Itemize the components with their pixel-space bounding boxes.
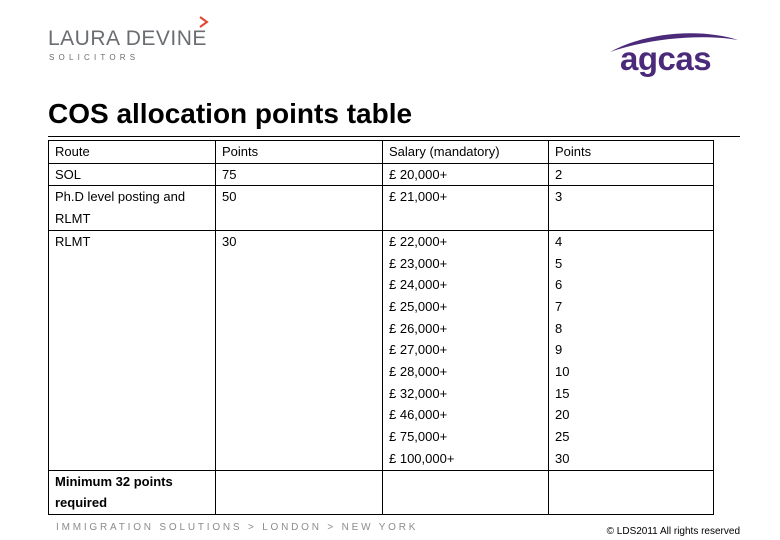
- agcas-logo: [606, 30, 742, 82]
- logo-subtitle: SOLICITORS: [49, 53, 140, 62]
- table-row: [49, 253, 714, 275]
- table-row: [49, 426, 714, 448]
- salary-points-cell: 10: [549, 361, 714, 383]
- empty-cell: [49, 253, 216, 275]
- salary-points-cell: 2: [549, 163, 714, 186]
- header-points: Points: [216, 141, 383, 164]
- empty-cell: [49, 404, 216, 426]
- salary-cell: £ 32,000+: [383, 383, 549, 405]
- empty-cell: [216, 448, 383, 470]
- empty-cell: [216, 274, 383, 296]
- route-cell: RLMT: [49, 230, 216, 252]
- salary-cell: £ 20,000+: [383, 163, 549, 186]
- copyright-notice: © LDS2011 All rights reserved: [606, 526, 740, 537]
- salary-points-cell: 9: [549, 339, 714, 361]
- page-title: COS allocation points table: [48, 98, 413, 129]
- points-table: [48, 140, 714, 515]
- salary-points-cell: 4: [549, 230, 714, 252]
- table-row: [49, 448, 714, 470]
- salary-points-cell: 20: [549, 404, 714, 426]
- empty-cell: [49, 339, 216, 361]
- agcas-wordmark: agcas: [620, 40, 712, 77]
- table-row: [49, 296, 714, 318]
- empty-cell: [49, 361, 216, 383]
- salary-cell: £ 23,000+: [383, 253, 549, 275]
- salary-points-cell: 5: [549, 253, 714, 275]
- salary-cell: £ 100,000+: [383, 448, 549, 470]
- empty-cell: [216, 318, 383, 340]
- table-footer-row: [49, 470, 714, 514]
- salary-cell: £ 21,000+: [383, 186, 549, 230]
- salary-points-cell: 15: [549, 383, 714, 405]
- empty-cell: [216, 470, 383, 514]
- salary-cell: £ 28,000+: [383, 361, 549, 383]
- salary-cell: £ 24,000+: [383, 274, 549, 296]
- table-row: [49, 230, 714, 252]
- route-points-cell: 30: [216, 230, 383, 252]
- salary-cell: £ 22,000+: [383, 230, 549, 252]
- empty-cell: [383, 470, 549, 514]
- empty-cell: [216, 253, 383, 275]
- table-row: [49, 163, 714, 186]
- empty-cell: [49, 426, 216, 448]
- salary-points-cell: 3: [549, 186, 714, 230]
- salary-cell: £ 27,000+: [383, 339, 549, 361]
- empty-cell: [216, 426, 383, 448]
- minimum-points-note: Minimum 32 points required: [49, 470, 216, 514]
- empty-cell: [49, 296, 216, 318]
- logo-name: LAURA DEVINE: [48, 27, 207, 50]
- salary-points-cell: 30: [549, 448, 714, 470]
- table-row: [49, 383, 714, 405]
- empty-cell: [549, 470, 714, 514]
- header-route: Route: [49, 141, 216, 164]
- salary-cell: £ 75,000+: [383, 426, 549, 448]
- empty-cell: [216, 296, 383, 318]
- footer-tagline: IMMIGRATION SOLUTIONS > LONDON > NEW YORK: [56, 522, 419, 533]
- empty-cell: [216, 361, 383, 383]
- empty-cell: [49, 448, 216, 470]
- table-row: [49, 318, 714, 340]
- empty-cell: [49, 318, 216, 340]
- table-row: [49, 339, 714, 361]
- salary-cell: £ 26,000+: [383, 318, 549, 340]
- header-salary-points: Points: [549, 141, 714, 164]
- salary-points-cell: 7: [549, 296, 714, 318]
- table-row: [49, 404, 714, 426]
- table-row: [49, 186, 714, 230]
- table-header-row: [49, 141, 714, 164]
- empty-cell: [49, 383, 216, 405]
- route-points-cell: 75: [216, 163, 383, 186]
- header-salary: Salary (mandatory): [383, 141, 549, 164]
- laura-devine-logo: [48, 14, 218, 64]
- title-divider: [48, 136, 740, 137]
- salary-cell: £ 25,000+: [383, 296, 549, 318]
- empty-cell: [216, 383, 383, 405]
- empty-cell: [216, 404, 383, 426]
- salary-points-cell: 8: [549, 318, 714, 340]
- empty-cell: [49, 274, 216, 296]
- route-points-cell: 50: [216, 186, 383, 230]
- salary-points-cell: 6: [549, 274, 714, 296]
- route-cell: Ph.D level posting and RLMT: [49, 186, 216, 230]
- table-row: [49, 361, 714, 383]
- table-row: [49, 274, 714, 296]
- salary-points-cell: 25: [549, 426, 714, 448]
- salary-cell: £ 46,000+: [383, 404, 549, 426]
- empty-cell: [216, 339, 383, 361]
- route-cell: SOL: [49, 163, 216, 186]
